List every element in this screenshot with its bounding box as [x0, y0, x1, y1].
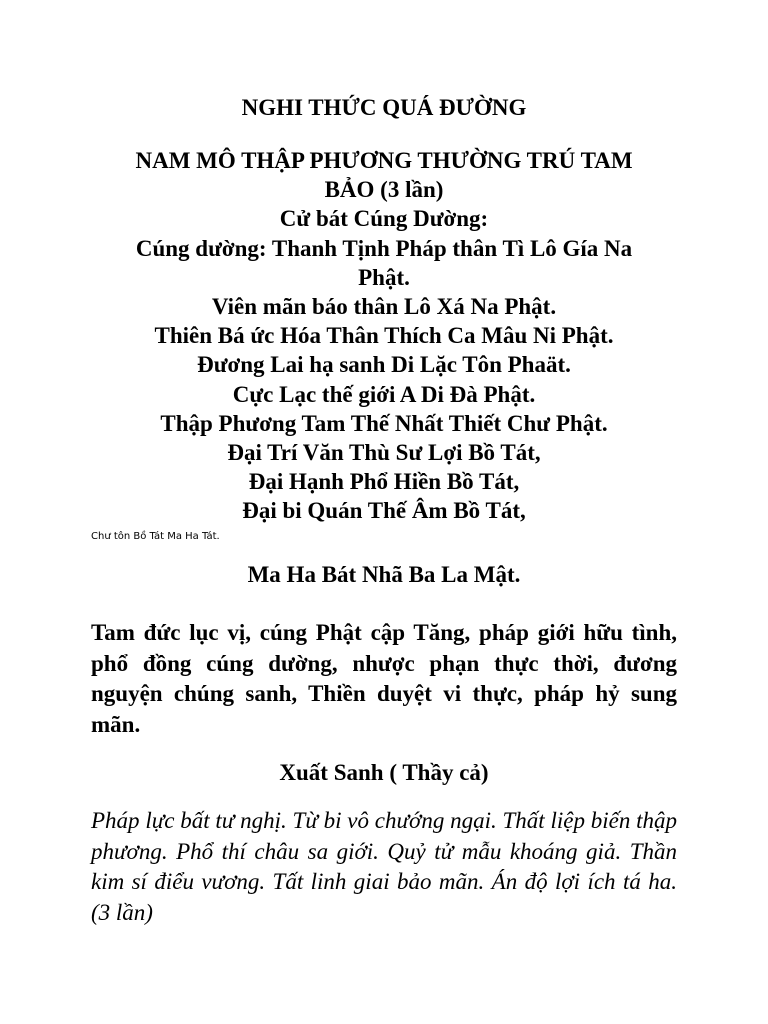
- invocation-line: Phật.: [358, 264, 410, 290]
- document-title: NGHI THỨC QUÁ ĐƯỜNG: [241, 95, 527, 120]
- invocation-line: Viên mãn báo thân Lô Xá Na Phật.: [211, 294, 557, 320]
- invocation-line: NAM MÔ THẬP PHƯƠNG THƯỜNG TRÚ TAM: [135, 148, 633, 173]
- invocation-line: Thiên Bá ức Hóa Thân Thích Ca Mâu Ni Phật.: [154, 323, 614, 349]
- mantra-paragraph: Pháp lực bất tư nghị. Từ bi vô chướng ngại. Thất liệp biến thập phương. Phổ thí châu sa giới. Quỷ tử mẫu khoáng giả. Thần kim sí điểu vương. Tất linh giai bảo mãn. Án độ lợi ích tá ha. (3 lần): [91, 808, 677, 925]
- heading-prajna: Ma Ha Bát Nhã Ba La Mật.: [247, 562, 521, 587]
- invocation-line: Đại Trí Văn Thù Sư Lợi Bồ Tát,: [227, 440, 541, 466]
- invocation-line: Cử bát Cúng Dường:: [279, 206, 489, 232]
- invocation-line: Thập Phương Tam Thế Nhất Thiết Chư Phật.: [160, 410, 608, 436]
- invocation-block: [100, 146, 668, 526]
- invocation-line: Cúng dường: Thanh Tịnh Pháp thân Tì Lô Gía Na: [135, 235, 633, 261]
- invocation-line: Cực Lạc thế giới A Di Đà Phật.: [232, 381, 536, 407]
- small-note: Chư tôn Bồ Tát Ma Ha Tát.: [91, 531, 220, 542]
- invocation-line: BẢO (3 lần): [324, 177, 444, 203]
- offering-paragraph: Tam đức lục vị, cúng Phật cập Tăng, pháp giới hữu tình, phổ đồng cúng dường, nhược phạn thực thời, đương nguyện chúng sanh, Thiền duyệt vi thực, pháp hỷ sung mãn.: [91, 620, 677, 737]
- invocation-line: Đại Hạnh Phổ Hiền Bồ Tát,: [248, 469, 520, 495]
- invocation-line: Đương Lai hạ sanh Di Lặc Tôn Phaät.: [197, 352, 571, 378]
- heading-xuat-sanh: Xuất Sanh ( Thầy cả): [279, 760, 489, 785]
- invocation-line: Đại bi Quán Thế Âm Bồ Tát,: [242, 498, 526, 524]
